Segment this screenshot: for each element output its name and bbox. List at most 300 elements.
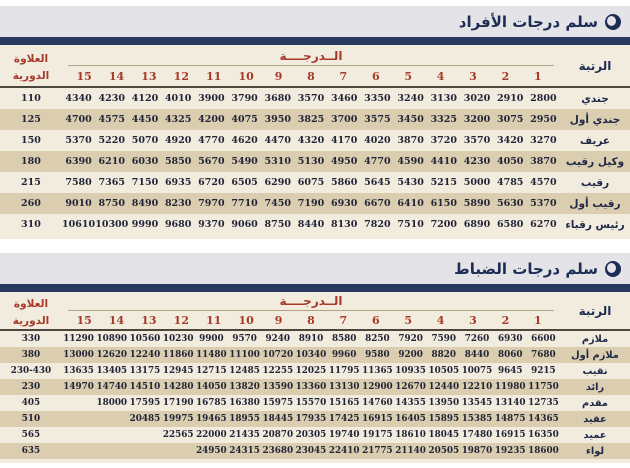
- salary-cell: 5310: [264, 156, 291, 167]
- salary-cell: 13360: [295, 382, 327, 392]
- allowance-cell: 510: [21, 414, 41, 424]
- salary-cell: 18600: [528, 446, 559, 456]
- allowance-cell: 150: [21, 135, 41, 146]
- divider-bar: [0, 284, 630, 292]
- allowance-header: [0, 292, 62, 329]
- rank-cell: رئيس رقباء: [565, 218, 625, 231]
- rank-cell: ملازم: [581, 333, 609, 345]
- salary-cell: 8440: [297, 219, 325, 230]
- grade-column-number: 4: [436, 314, 445, 327]
- salary-cell: 24315: [229, 446, 260, 456]
- salary-cell: 7510: [397, 219, 424, 230]
- rank-cell: مقدم: [582, 397, 608, 409]
- salary-cell: 12255: [262, 366, 294, 376]
- salary-cell: 16350: [528, 430, 559, 440]
- table-row: [0, 172, 630, 193]
- allowance-cell: 565: [21, 430, 41, 440]
- salary-cell: 5645: [364, 177, 391, 188]
- salary-cell: 5890: [463, 198, 491, 209]
- salary-cell: 17480: [461, 430, 493, 440]
- salary-cell: 16405: [395, 414, 426, 424]
- salary-cell: 17190: [162, 398, 194, 408]
- grades-header: [62, 292, 560, 329]
- salary-cell: 11795: [328, 366, 360, 376]
- salary-cell: 9990: [131, 219, 159, 230]
- crescent-circle-icon: [605, 14, 621, 30]
- salary-cell: 3950: [264, 114, 291, 125]
- salary-cell: 7190: [297, 198, 325, 209]
- salary-cell: 14355: [395, 398, 426, 408]
- salary-cell: 12900: [362, 382, 393, 392]
- salary-cell: 18610: [395, 430, 426, 440]
- salary-cell: 10230: [162, 334, 194, 344]
- grade-column-number: 8: [307, 70, 315, 83]
- table-row: [0, 411, 630, 427]
- allowance-cell: 330: [21, 334, 41, 344]
- allowance-cell: 310: [21, 219, 41, 230]
- grade-column-number: 14: [108, 70, 125, 83]
- salary-cell: 7820: [364, 219, 391, 230]
- rank-cell: رقيب أول: [569, 197, 621, 210]
- grade-numbers: [62, 66, 560, 86]
- salary-cell: 7200: [430, 219, 458, 230]
- table-body: [0, 331, 630, 459]
- salary-cell: 8230: [164, 198, 192, 209]
- salary-cell: 8580: [331, 334, 357, 344]
- table-row: [0, 443, 630, 459]
- salary-cell: 12485: [229, 366, 260, 376]
- salary-cell: 13635: [63, 366, 94, 376]
- salary-cell: 4020: [364, 135, 391, 146]
- salary-cell: 17425: [328, 414, 360, 424]
- salary-cell: 12670: [395, 382, 426, 392]
- salary-cell: 7580: [65, 177, 92, 188]
- grade-column-number: 11: [206, 314, 222, 327]
- salary-cell: 7590: [431, 334, 457, 344]
- salary-cell: 5130: [297, 156, 325, 167]
- grade-column-number: 13: [141, 314, 157, 327]
- salary-cell: 4575: [98, 114, 125, 125]
- rank-header: الرتبة: [578, 58, 612, 73]
- salary-cell: 12715: [196, 366, 227, 376]
- salary-cell: 7970: [198, 198, 225, 209]
- salary-cell: 6210: [98, 156, 125, 167]
- salary-cell: 11750: [528, 382, 559, 392]
- salary-cell: 5070: [131, 135, 159, 146]
- salary-cell: 3020: [463, 93, 491, 104]
- salary-cell: 5490: [231, 156, 258, 167]
- salary-cell: 7710: [231, 198, 258, 209]
- salary-cell: 21140: [395, 446, 426, 456]
- salary-cell: 9900: [199, 334, 224, 344]
- rank-header: الرتبة: [578, 303, 612, 318]
- salary-cell: 6930: [330, 198, 358, 209]
- salary-cell: 18045: [428, 430, 460, 440]
- table-row: [0, 214, 630, 235]
- salary-cell: 18000: [96, 398, 128, 408]
- salary-cell: 9200: [398, 350, 423, 360]
- salary-cell: 4230: [463, 156, 491, 167]
- salary-cell: 13130: [328, 382, 360, 392]
- allowance-cell: 180: [21, 156, 41, 167]
- grade-column-number: 6: [371, 70, 380, 83]
- table-header: [0, 292, 630, 331]
- grade-column-number: 6: [371, 314, 380, 327]
- grade-column-number: 3: [469, 70, 477, 83]
- grade-column-number: 9: [274, 70, 283, 83]
- salary-cell: 6270: [530, 219, 557, 230]
- grades-header: [62, 45, 560, 86]
- salary-cell: 6580: [496, 219, 524, 230]
- table-row: [0, 151, 630, 172]
- crescent-circle-icon: [605, 261, 621, 277]
- salary-cell: 5630: [496, 198, 524, 209]
- salary-cell: 4200: [198, 114, 225, 125]
- salary-cell: 3720: [430, 135, 458, 146]
- salary-cell: 23045: [295, 446, 327, 456]
- salary-cell: 4570: [530, 177, 557, 188]
- rank-cell: وكيل رقيب: [565, 155, 625, 168]
- allowance-cell: 230-430: [10, 366, 52, 376]
- salary-cell: 3450: [397, 114, 424, 125]
- grade-column-number: 2: [501, 314, 510, 327]
- grade-column-number: 2: [501, 70, 510, 83]
- section-individuals: [0, 6, 630, 239]
- grade-column-number: 7: [339, 314, 348, 327]
- salary-cell: 6670: [364, 198, 391, 209]
- grade-column-number: 12: [173, 70, 189, 83]
- section-officers: [0, 253, 630, 463]
- salary-cell: 11980: [494, 382, 526, 392]
- salary-cell: 20485: [129, 414, 161, 424]
- salary-cell: 5370: [65, 135, 92, 146]
- salary-cell: 6935: [164, 177, 192, 188]
- rank-cell: عقيد: [583, 413, 607, 425]
- individuals-table: [0, 45, 630, 239]
- salary-cell: 4700: [65, 114, 92, 125]
- salary-cell: 16915: [494, 430, 526, 440]
- rank-cell: عميد: [583, 429, 607, 441]
- salary-cell: 3200: [463, 114, 491, 125]
- salary-cell: 13000: [63, 350, 94, 360]
- grade-column-number: 10: [238, 314, 254, 327]
- salary-cell: 8060: [497, 350, 523, 360]
- table-row: [0, 427, 630, 443]
- salary-cell: 11365: [362, 366, 393, 376]
- salary-cell: 4770: [198, 135, 225, 146]
- section-gap: [0, 239, 630, 253]
- salary-cell: 4170: [330, 135, 358, 146]
- grade-numbers: [62, 311, 560, 329]
- rank-cell: نقيب: [582, 365, 608, 377]
- grade-column-number: 11: [206, 70, 222, 83]
- salary-cell: 11100: [229, 350, 260, 360]
- salary-cell: 6030: [131, 156, 159, 167]
- salary-cell: 20870: [262, 430, 294, 440]
- salary-cell: 20505: [428, 446, 460, 456]
- salary-cell: 3270: [530, 135, 557, 146]
- allowance-header-line1: العلاوة: [13, 53, 49, 66]
- salary-cell: 13405: [96, 366, 128, 376]
- salary-cell: 4340: [65, 93, 92, 104]
- salary-cell: 19740: [328, 430, 360, 440]
- salary-cell: 22410: [328, 446, 360, 456]
- salary-cell: 14970: [63, 382, 94, 392]
- section-title-bar: [0, 6, 630, 37]
- allowance-header-line2: الدورية: [12, 314, 50, 327]
- salary-cell: 8490: [131, 198, 159, 209]
- officers-table: [0, 292, 630, 463]
- salary-cell: 15165: [328, 398, 360, 408]
- salary-cell: 3130: [430, 93, 458, 104]
- salary-cell: 6720: [198, 177, 225, 188]
- salary-cell: 18955: [229, 414, 260, 424]
- salary-cell: 4120: [131, 93, 159, 104]
- table-row: [0, 109, 630, 130]
- salary-cell: 11480: [196, 350, 227, 360]
- salary-cell: 7260: [464, 334, 490, 344]
- salary-cell: 8750: [98, 198, 125, 209]
- salary-cell: 13545: [461, 398, 493, 408]
- allowance-cell: 215: [21, 177, 41, 188]
- section-title-bar: [0, 253, 630, 284]
- salary-cell: 4230: [98, 93, 125, 104]
- salary-cell: 14510: [129, 382, 161, 392]
- salary-cell: 4320: [297, 135, 325, 146]
- salary-cell: 13590: [262, 382, 294, 392]
- grade-column-number: 9: [274, 314, 283, 327]
- salary-cell: 24950: [196, 446, 227, 456]
- rank-cell: جندي: [581, 92, 609, 105]
- salary-cell: 8440: [464, 350, 490, 360]
- table-row: [0, 193, 630, 214]
- salary-cell: 12210: [461, 382, 493, 392]
- salary-cell: 5215: [430, 177, 458, 188]
- salary-cell: 5850: [164, 156, 192, 167]
- grade-column-number: 1: [533, 314, 542, 327]
- allowance-cell: 405: [21, 398, 41, 408]
- salary-cell: 10935: [395, 366, 426, 376]
- salary-cell: 13820: [229, 382, 260, 392]
- salary-cell: 3700: [330, 114, 358, 125]
- salary-cell: 4590: [397, 156, 424, 167]
- salary-cell: 15975: [262, 398, 294, 408]
- salary-cell: 4325: [164, 114, 192, 125]
- grade-column-number: 1: [533, 70, 542, 83]
- grade-title: الــدرجــــة: [68, 45, 554, 66]
- salary-cell: 7365: [98, 177, 125, 188]
- salary-cell: 6075: [297, 177, 325, 188]
- salary-cell: 14760: [362, 398, 393, 408]
- salary-cell: 4050: [496, 156, 524, 167]
- salary-cell: 13175: [129, 366, 161, 376]
- salary-cell: 14280: [162, 382, 194, 392]
- salary-cell: 12620: [96, 350, 128, 360]
- table-header: [0, 45, 630, 88]
- grade-column-number: 5: [404, 314, 412, 327]
- salary-cell: 17935: [295, 414, 327, 424]
- salary-cell: 10890: [96, 334, 128, 344]
- salary-cell: 5670: [198, 156, 225, 167]
- table-row: [0, 363, 630, 379]
- salary-cell: 14365: [528, 414, 559, 424]
- salary-cell: 3870: [530, 156, 557, 167]
- salary-cell: 7450: [264, 198, 291, 209]
- salary-cell: 22565: [162, 430, 194, 440]
- salary-cell: 4470: [264, 135, 291, 146]
- salary-cell: 11290: [63, 334, 94, 344]
- allowance-cell: 110: [21, 93, 41, 104]
- salary-cell: 19235: [494, 446, 526, 456]
- section-title: سلم درجات الأفراد: [458, 12, 598, 31]
- rank-cell: رائد: [585, 381, 605, 393]
- salary-cell: 19870: [461, 446, 493, 456]
- table-row: [0, 88, 630, 109]
- salary-cell: 9960: [331, 350, 357, 360]
- table-row: [0, 130, 630, 151]
- table-row: [0, 395, 630, 411]
- grade-column-number: 12: [173, 314, 189, 327]
- salary-cell: 5860: [330, 177, 358, 188]
- allowance-cell: 635: [21, 446, 41, 456]
- salary-cell: 11860: [162, 350, 194, 360]
- salary-cell: 10560: [129, 334, 161, 344]
- salary-cell: 15385: [461, 414, 493, 424]
- salary-cell: 6505: [231, 177, 258, 188]
- salary-cell: 17595: [129, 398, 161, 408]
- salary-cell: 5370: [530, 198, 557, 209]
- salary-cell: 3575: [364, 114, 391, 125]
- allowance-cell: 125: [21, 114, 41, 125]
- salary-cell: 2800: [530, 93, 557, 104]
- salary-cell: 10300: [95, 219, 129, 230]
- salary-cell: 6390: [65, 156, 92, 167]
- salary-cell: 15895: [428, 414, 460, 424]
- allowance-cell: 260: [21, 198, 41, 209]
- grade-column-number: 10: [238, 70, 254, 83]
- salary-cell: 9240: [265, 334, 291, 344]
- salary-cell: 18445: [262, 414, 294, 424]
- salary-cell: 12240: [129, 350, 161, 360]
- salary-cell: 12025: [295, 366, 327, 376]
- salary-cell: 5220: [98, 135, 125, 146]
- salary-cell: 10505: [428, 366, 460, 376]
- table-row: [0, 347, 630, 363]
- salary-cell: 3350: [364, 93, 391, 104]
- table-body: [0, 88, 630, 235]
- salary-cell: 3075: [496, 114, 524, 125]
- grade-column-number: 5: [404, 70, 412, 83]
- salary-cell: 10340: [295, 350, 327, 360]
- salary-cell: 8820: [431, 350, 457, 360]
- salary-cell: 7680: [531, 350, 556, 360]
- salary-cell: 3240: [397, 93, 424, 104]
- salary-cell: 16785: [196, 398, 227, 408]
- salary-cell: 3420: [496, 135, 524, 146]
- salary-cell: 8750: [264, 219, 291, 230]
- salary-cell: 4450: [131, 114, 159, 125]
- grade-column-number: 15: [76, 314, 92, 327]
- salary-cell: 6930: [497, 334, 523, 344]
- salary-cell: 2910: [496, 93, 524, 104]
- salary-cell: 19975: [162, 414, 194, 424]
- salary-cell: 15570: [295, 398, 327, 408]
- salary-cell: 13950: [428, 398, 460, 408]
- salary-cell: 12735: [528, 398, 559, 408]
- salary-cell: 6410: [397, 198, 424, 209]
- salary-cell: 5430: [397, 177, 424, 188]
- salary-cell: 16915: [362, 414, 393, 424]
- salary-cell: 6290: [264, 177, 291, 188]
- salary-cell: 9645: [497, 366, 523, 376]
- salary-cell: 3460: [330, 93, 358, 104]
- salary-cell: 22000: [196, 430, 227, 440]
- salary-cell: 4920: [164, 135, 192, 146]
- grade-column-number: 8: [307, 314, 315, 327]
- salary-cell: 14740: [96, 382, 128, 392]
- table-row: [0, 379, 630, 395]
- salary-cell: 3790: [231, 93, 258, 104]
- salary-cell: 4620: [231, 135, 258, 146]
- allowance-header: [0, 45, 62, 86]
- rank-cell: عريف: [579, 134, 611, 147]
- rank-cell: ملازم أول: [571, 349, 619, 361]
- salary-cell: 4010: [164, 93, 192, 104]
- salary-cell: 7920: [398, 334, 423, 344]
- grade-column-number: 4: [436, 70, 445, 83]
- salary-cell: 3570: [297, 93, 325, 104]
- salary-cell: 6600: [531, 334, 556, 344]
- salary-cell: 3870: [397, 135, 424, 146]
- salary-cell: 16380: [229, 398, 260, 408]
- salary-cell: 3680: [264, 93, 291, 104]
- section-title: سلم درجات الضباط: [454, 259, 598, 278]
- rank-cell: جندي أول: [569, 113, 621, 126]
- salary-cell: 3900: [198, 93, 225, 104]
- salary-cell: 9580: [365, 350, 390, 360]
- grade-column-number: 13: [141, 70, 157, 83]
- salary-cell: 10610: [62, 219, 96, 230]
- grade-column-number: 7: [339, 70, 348, 83]
- salary-cell: 23680: [262, 446, 294, 456]
- salary-cell: 10720: [262, 350, 294, 360]
- salary-cell: 2950: [530, 114, 557, 125]
- grade-column-number: 3: [469, 314, 477, 327]
- salary-cell: 10075: [461, 366, 493, 376]
- rank-cell: لواء: [585, 445, 605, 457]
- salary-cell: 9010: [65, 198, 92, 209]
- salary-cell: 21775: [362, 446, 393, 456]
- salary-cell: 8130: [330, 219, 358, 230]
- salary-cell: 9060: [231, 219, 258, 230]
- salary-cell: 3570: [463, 135, 491, 146]
- salary-cell: 4410: [430, 156, 458, 167]
- salary-cell: 9680: [164, 219, 192, 230]
- salary-cell: 20305: [295, 430, 327, 440]
- salary-cell: 3825: [297, 114, 325, 125]
- salary-cell: 7150: [131, 177, 159, 188]
- salary-cell: 4785: [496, 177, 524, 188]
- allowance-header-line1: العلاوة: [13, 298, 49, 311]
- salary-cell: 9215: [531, 366, 556, 376]
- table-row: [0, 331, 630, 347]
- salary-cell: 6150: [430, 198, 458, 209]
- grade-column-number: 14: [108, 314, 125, 327]
- grade-title: الــدرجــــة: [68, 292, 554, 311]
- salary-cell: 4075: [231, 114, 258, 125]
- divider-bar: [0, 37, 630, 45]
- salary-cell: 14050: [196, 382, 227, 392]
